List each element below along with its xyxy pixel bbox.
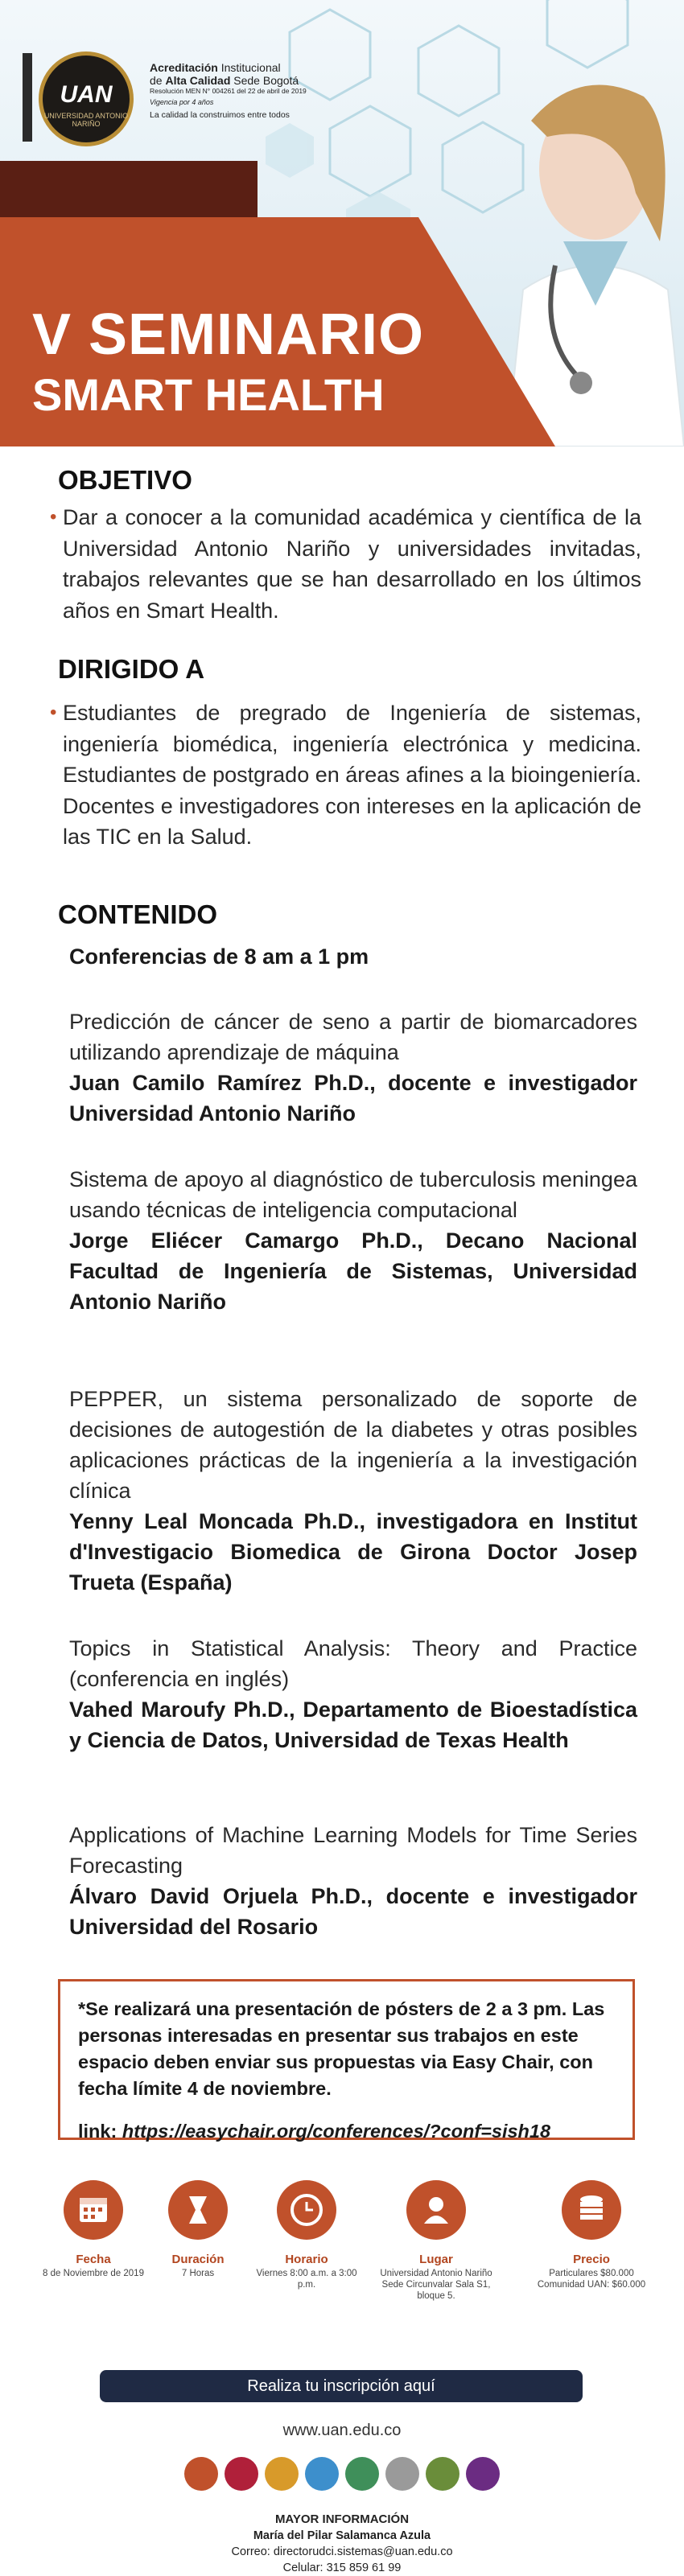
person-icon [406,2180,466,2240]
logo-text: UAN [60,81,113,108]
social-icon[interactable] [385,2457,419,2491]
link-label: link: [78,2121,117,2142]
bullet-icon: • [50,702,57,723]
poster-link-row [78,2118,615,2145]
hero-banner [0,0,684,446]
social-icon[interactable] [426,2457,459,2491]
dirigido-heading: DIRIGIDO A [58,654,205,684]
info-horario [250,2180,363,2290]
talk-4 [69,1633,637,1755]
website-link[interactable]: www.uan.edu.co [282,2422,402,2439]
accreditation-block [150,61,359,121]
info-value: Universidad Antonio Nariño Sede Circunvalar Sala S1, bloque 5. [380,2269,492,2301]
uan-logo [39,51,134,146]
social-icon[interactable] [466,2457,500,2491]
info-precio [535,2180,648,2290]
social-icon[interactable] [265,2457,299,2491]
accreditation-bold: Acreditación [150,61,218,74]
talk-title: Sistema de apoyo al diagnóstico de tuberculosis meningea usando técnicas de inteligencia computacional [69,1167,637,1222]
info-label: Lugar [419,2253,453,2266]
objetivo-paragraph: Dar a conocer a la comunidad académica y científica de la Universidad Antonio Nariño y universidades invitadas, trabajos relevantes que se han desarrollado en los últimos años en Smart Health. [63,505,641,623]
accreditation-line2-bold: Alta Calidad [165,74,231,87]
accreditation-line1: Institucional [217,61,281,74]
event-title-line2: SMART HEALTH [32,369,385,420]
register-button[interactable]: Realiza tu inscripción aquí [100,2370,583,2402]
info-value: 8 de Noviembre de 2019 [43,2269,144,2278]
hourglass-icon [168,2180,228,2240]
social-icon[interactable] [225,2457,258,2491]
talk-speaker: Vahed Maroufy Ph.D., Departamento de Bioestadística y Ciencia de Datos, Universidad de Texas Health [69,1697,637,1752]
info-duracion [142,2180,254,2279]
talk-speaker: Yenny Leal Moncada Ph.D., investigadora en Institut d'Investigacio Biomedica de Girona Doctor Josep Trueta (España) [69,1509,637,1595]
accreditation-resolution: Resolución MEN N° 004261 del 22 de abril de 2019 [150,87,307,95]
coins-icon [562,2180,621,2240]
poster-note-box [58,1979,635,2140]
talk-2 [69,1164,637,1317]
logo-subtext: UNIVERSIDAD ANTONIO NARIÑO [43,112,129,128]
info-value: Particulares $80.000 Comunidad UAN: $60.000 [537,2269,646,2290]
bullet-icon: • [50,506,57,528]
poster-note-text: *Se realizará una presentación de pósters de 2 a 3 pm. Las personas interesadas en presentar sus trabajos en este espacio deben enviar sus propuestas via Easy Chair, con fecha límite 4 de noviembre. [78,1998,605,2099]
contact-name: María del Pilar Salamanca Azula [253,2529,431,2542]
info-lugar [380,2180,492,2302]
clock-icon [277,2180,336,2240]
info-fecha [37,2180,150,2279]
easychair-link[interactable]: https://easychair.org/conferences/?conf=sish18 [122,2121,551,2142]
talk-title: Applications of Machine Learning Models for Time Series Forecasting [69,1823,637,1878]
talk-1 [69,1006,637,1129]
dirigido-paragraph: Estudiantes de pregrado de Ingeniería de sistemas, ingeniería biomédica, ingeniería electrónica y medicina. Estudiantes de postgrado en áreas afines a la bioingeniería. Docentes e investigadores con intereses en la aplicación de las TIC en la Salud. [63,701,641,849]
event-title-line1: V SEMINARIO [32,302,425,367]
accreditation-line2-rest: Sede Bogotá [230,74,299,87]
calendar-icon [64,2180,123,2240]
talk-3 [69,1384,637,1598]
logo-side-strip [23,53,32,142]
accreditation-line2-prefix: de [150,74,166,87]
info-label: Fecha [76,2253,111,2266]
talk-speaker: Jorge Eliécer Camargo Ph.D., Decano Nacional Facultad de Ingeniería de Sistemas, Universidad Antonio Nariño [69,1228,637,1314]
accreditation-validity: Vigencia por 4 años [150,98,214,106]
objetivo-heading: OBJETIVO [58,465,192,495]
event-info-row [0,2180,684,2333]
talk-title: PEPPER, un sistema personalizado de soporte de decisiones de autogestión de la diabetes y otras posibles aplicaciones prácticas de la ingeniería a la investigación clínica [69,1387,637,1503]
info-value: Viernes 8:00 a.m. a 3:00 p.m. [256,2269,357,2290]
talk-5 [69,1820,637,1942]
info-value: 7 Horas [181,2269,215,2278]
info-label: Precio [573,2253,610,2266]
talk-speaker: Álvaro David Orjuela Ph.D., docente e investigador Universidad del Rosario [69,1884,637,1939]
social-icon[interactable] [305,2457,339,2491]
social-icon[interactable] [345,2457,379,2491]
contact-email[interactable]: Correo: directorudci.sistemas@uan.edu.co [231,2545,453,2558]
talk-title: Topics in Statistical Analysis: Theory and Practice (conferencia en inglés) [69,1636,637,1691]
talk-speaker: Juan Camilo Ramírez Ph.D., docente e investigador Universidad Antonio Nariño [69,1071,637,1125]
contenido-heading: CONTENIDO [58,899,217,929]
objetivo-text [50,502,641,626]
contact-phone: Celular: 315 859 61 99 [282,2562,402,2574]
info-label: Horario [285,2253,328,2266]
social-icons-row [0,2457,684,2497]
contact-info [0,2512,684,2576]
contact-heading: MAYOR INFORMACIÓN [274,2512,410,2526]
accreditation-slogan: La calidad la construimos entre todos [150,110,290,120]
talk-title: Predicción de cáncer de seno a partir de biomarcadores utilizando aprendizaje de máquina [69,1010,637,1064]
schedule-text: Conferencias de 8 am a 1 pm [69,944,369,969]
banner-dark-strip [0,161,258,225]
info-label: Duración [171,2253,225,2266]
dirigido-text [50,697,641,853]
social-icon[interactable] [184,2457,218,2491]
